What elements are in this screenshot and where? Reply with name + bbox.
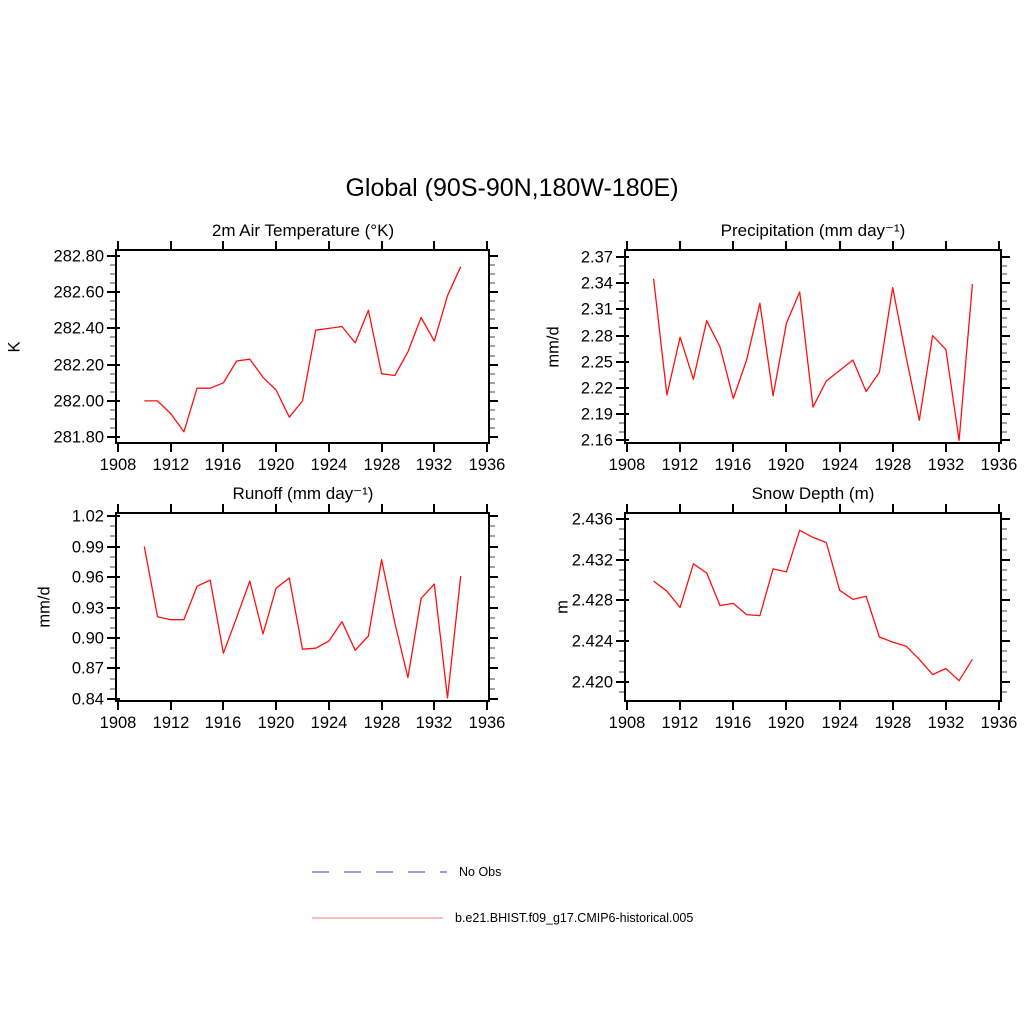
legend-label-no-obs: No Obs [459,865,502,879]
x-tick-label: 1928 [363,456,401,474]
x-tick-label: 1912 [661,456,699,474]
data-line-series [144,547,460,699]
legend-label-model: b.e21.BHIST.f09_g17.CMIP6-historical.005 [455,911,694,925]
y-tick-label: 0.93 [71,599,104,618]
plot-frame [625,513,1001,701]
y-tick-label: 0.84 [71,690,104,709]
x-tick-label: 1932 [927,456,965,474]
y-axis-label-snow-depth: m [553,600,572,614]
y-tick-label: 2.428 [571,591,613,610]
panel-plot-2 [72,504,505,732]
y-tick-label: 2.25 [580,353,613,372]
y-tick-label: 2.19 [580,405,613,424]
no-obs-dashed-line-sample [312,868,452,876]
y-tick-label: 2.436 [571,510,613,529]
y-tick-label: 2.31 [580,300,613,319]
y-tick-label: 281.80 [53,428,104,447]
x-tick-label: 1932 [927,714,965,732]
x-tick-label: 1936 [980,456,1018,474]
x-tick-label: 1916 [714,714,752,732]
y-tick-label: 2.37 [580,248,613,267]
axis-minor-ticks [619,529,1007,692]
x-tick-label: 1912 [661,714,699,732]
x-tick-label: 1924 [821,714,859,732]
legend-item-model [312,911,693,925]
model-solid-line-sample [312,914,448,922]
x-tick-label: 1908 [608,714,646,732]
y-tick-label: 0.99 [71,538,104,557]
y-tick-label: 282.00 [53,392,104,411]
plot-frame [116,250,489,443]
y-axis-label-runoff: mm/d [35,586,54,628]
y-tick-label: 2.22 [580,379,613,398]
x-tick-label: 1920 [257,714,295,732]
axis-ticks [107,504,498,710]
panel-title-snow-depth: Snow Depth (m) [751,484,875,503]
x-tick-label: 1924 [821,456,859,474]
axis-ticks [616,241,1010,452]
x-tick-label: 1920 [257,456,295,474]
x-tick-label: 1928 [874,714,912,732]
x-tick-label: 1928 [363,714,401,732]
x-tick-label: 1928 [874,456,912,474]
y-tick-label: 282.80 [53,247,104,266]
x-tick-label: 1912 [152,714,190,732]
panel-plot-1 [581,241,1017,474]
y-tick-label: 2.16 [580,431,613,450]
axis-ticks [107,241,498,452]
axis-ticks [616,504,1010,710]
x-tick-label: 1912 [152,456,190,474]
x-tick-label: 1936 [468,456,506,474]
plot-frame [116,513,489,701]
x-tick-label: 1936 [980,714,1018,732]
x-tick-label: 1916 [714,456,752,474]
x-tick-label: 1916 [204,714,242,732]
y-tick-label: 282.60 [53,283,104,302]
y-tick-label: 2.420 [571,673,613,692]
data-line-series [144,267,460,432]
x-tick-label: 1908 [608,456,646,474]
y-axis-label-air-temperature: K [5,341,24,353]
y-tick-label: 2.28 [580,327,613,346]
x-tick-label: 1924 [310,456,348,474]
x-tick-label: 1932 [415,714,453,732]
x-tick-label: 1920 [767,714,805,732]
figure-title: Global (90S-90N,180W-180E) [345,174,679,202]
panel-title-precipitation: Precipitation (mm day⁻¹) [720,221,906,240]
y-tick-label: 2.424 [571,632,613,651]
y-tick-label: 2.432 [571,551,613,570]
y-tick-label: 0.96 [71,568,104,587]
panel-plot-0 [54,241,506,474]
x-tick-label: 1936 [468,714,506,732]
legend-item-no-obs [312,865,501,879]
panel-title-air-temperature: 2m Air Temperature (°K) [211,221,395,240]
x-tick-label: 1932 [415,456,453,474]
x-tick-label: 1908 [99,714,137,732]
axis-minor-ticks [110,265,495,428]
panel-plot-3 [572,504,1018,732]
panel-title-runoff: Runoff (mm day⁻¹) [232,484,374,503]
x-tick-label: 1908 [99,456,137,474]
y-tick-label: 0.87 [71,659,104,678]
y-axis-label-precipitation: mm/d [544,326,563,368]
data-line-series [654,279,973,441]
y-tick-label: 1.02 [71,507,104,526]
x-tick-label: 1924 [310,714,348,732]
y-tick-label: 0.90 [71,629,104,648]
x-tick-label: 1916 [204,456,242,474]
data-line-series [654,530,973,680]
x-tick-label: 1920 [767,456,805,474]
y-tick-label: 282.20 [53,356,104,375]
y-tick-label: 282.40 [53,319,104,338]
plot-frame [625,250,1001,443]
y-tick-label: 2.34 [580,274,613,293]
